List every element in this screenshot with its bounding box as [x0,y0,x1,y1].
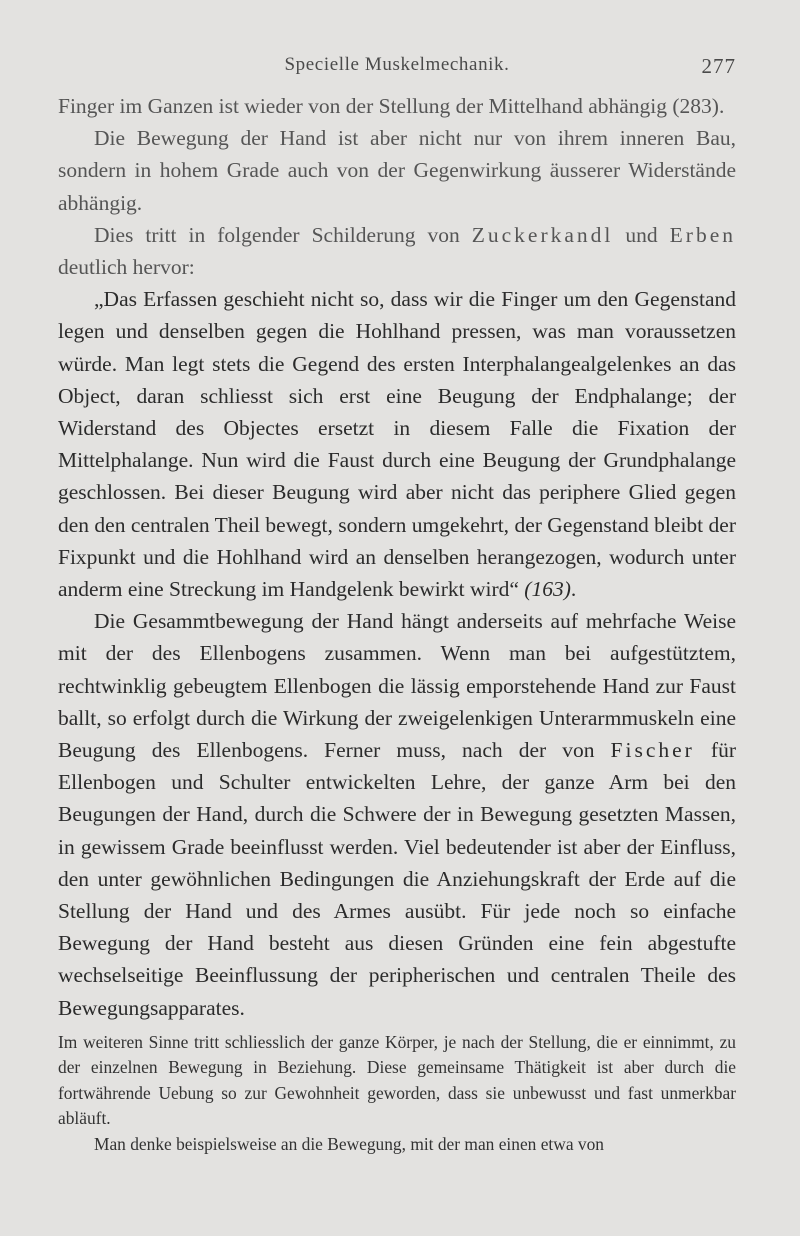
small-print-section [58,1030,736,1158]
reference-number: (163) [524,577,571,602]
running-title: Specielle Muskelmechanik. [284,54,510,75]
author-erben: Erben [669,222,737,247]
page-number: 277 [701,54,736,78]
paragraph-continuation: Finger im Ganzen ist wieder von der Stellung der Mittelhand abhängig (283). [58,94,725,118]
page-header [58,0,736,90]
total-movement-before: Die Gesammtbewegung der Hand hängt anderseits auf mehrfache Weise mit der des Ellenbogens zusammen. Wenn man bei aufgestütztem, rechtwinklig gebeugtem Ellenbogen die lässig emporstehende Hand zur Faust ballt, so erfolgt durch die Wirkung der zweigelenkigen Unterarmmuskeln eine Beugung des Ellenbogens. Ferner muss, nach der von [58,609,736,763]
small-paragraph-example: Man denke beispielsweise an die Bewegung, mit der man einen etwa von [94,1133,604,1154]
total-movement-after: für Ellenbogen und Schulter entwickelten Lehre, der ganze Arm bei den Beugungen der Hand, durch die Schwere der in Bewegung gesetzten Massen, in gewissem Grade beeinflusst werden. Viel bedeutender ist aber der Einfluss, den unter gewöhnlichen Bedingungen die Anziehungskraft der Erde auf die Stellung der Hand und des Armes ausübt. Für jede noch so einfache Bewegung der Hand besteht aus diesen Gründen eine fein abgestufte wechselseitige Beeinflussung der peripherischen und centralen Theile des Bewegungsapparates. [58,738,736,1020]
paragraph-quotation [58,283,736,605]
citation-intro-after: deutlich hervor: [58,255,195,280]
small-paragraph-body: Im weiteren Sinne tritt schliesslich der ganze Körper, je nach der Stellung, die er einnimmt, zu der einzelnen Bewegung in Beziehung. Diese gemeinsame Thätigkeit ist aber durch die fortwährende Uebung so zur Gewohnheit geworden, dass sie unbewusst und fast unmerkbar abläuft. [58,1031,736,1129]
paragraph-total-movement [58,605,736,1024]
citation-intro-mid: und [613,222,670,247]
author-zuckerkandl: Zuckerkandl [471,222,614,247]
quotation-text: „Das Erfassen geschieht nicht so, dass wir die Finger um den Gegenstand legen und denselben gegen die Hohlhand pressen, was man voraussetzen würde. Man legt stets die Gegend des ersten Interphalangealgelenkes an das Object, daran schliesst sich erst eine Beugung der Endphalange; der Widerstand des Objectes ersetzt in diesem Falle die Fixation der Mittelphalange. Nun wird die Faust durch eine Beugung der Grundphalange geschlossen. Bei dieser Beugung wird aber nicht das periphere Glied gegen den den centralen Theil bewegt, sondern umgekehrt, der Gegenstand bleibt der Fixpunkt und die Hohlhand wird an denselben herangezogen, wodurch unter anderm eine Streckung im Handgelenk bewirkt wird“ [58,287,736,602]
main-text [58,90,736,1024]
paragraph-citation-intro [58,219,736,283]
citation-intro-before: Dies tritt in folgender Schilderung von [94,222,472,247]
paragraph-hand-movement: Die Bewegung der Hand ist aber nicht nur von ihrem inneren Bau, sondern in hohem Grade auch von der Gegenwirkung äusserer Widerstände abhängig. [58,126,736,215]
author-fischer: Fischer [610,738,695,763]
quotation-end: . [570,577,577,602]
